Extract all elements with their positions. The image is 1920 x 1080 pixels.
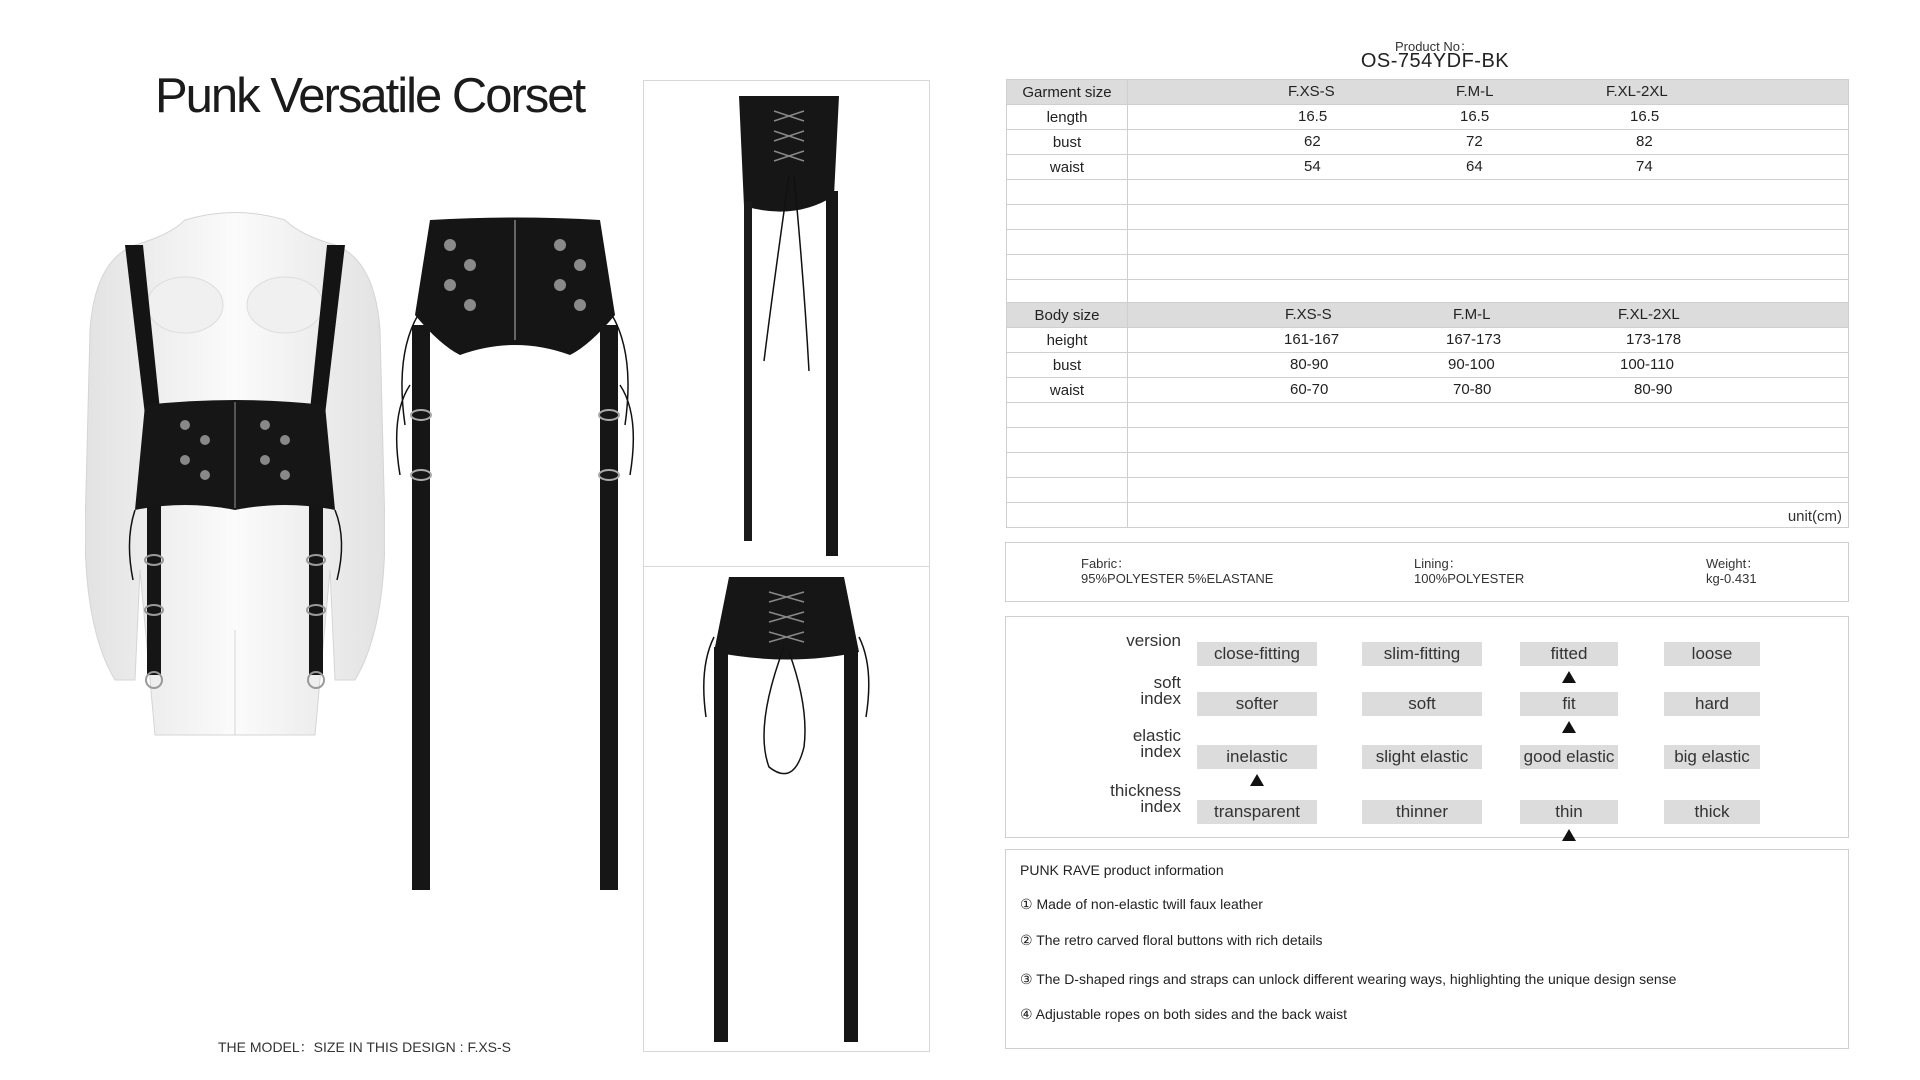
row-label: bust (1007, 130, 1128, 155)
table-header-cell: F.XL-2XL (1618, 306, 1680, 323)
fabric-value: 95%POLYESTER 5%ELASTANE (1081, 571, 1274, 586)
fabric-info (1081, 556, 1273, 586)
materials-box (1005, 542, 1849, 602)
empty-row (1007, 205, 1849, 230)
index-option: thinner (1362, 800, 1482, 824)
index-label-line: soft (1153, 673, 1181, 692)
unit-row (1007, 503, 1849, 528)
info-point: ① Made of non-elastic twill faux leather (1020, 896, 1263, 912)
index-option: slight elastic (1362, 745, 1482, 769)
table-header-cell: F.XS-S (1285, 306, 1332, 323)
weight-label: Weight： (1706, 556, 1760, 571)
index-option: soft (1362, 692, 1482, 716)
selected-indicator-icon (1250, 774, 1264, 786)
index-option: inelastic (1197, 745, 1317, 769)
index-option: slim-fitting (1362, 642, 1482, 666)
table-header-cell: F.XS-S (1288, 83, 1335, 100)
index-option: big elastic (1664, 745, 1760, 769)
product-title: Punk Versatile Corset (155, 69, 585, 123)
mannequin-front-photo (85, 210, 385, 745)
index-option: thick (1664, 800, 1760, 824)
selected-indicator-icon (1562, 829, 1576, 841)
table-header-cell: Garment size (1007, 80, 1128, 105)
table-header-row (1007, 80, 1849, 105)
table-row (1007, 378, 1849, 403)
empty-row (1007, 453, 1849, 478)
body-size-table (1006, 302, 1849, 528)
corset-side-photo (644, 81, 929, 566)
table-row (1007, 155, 1849, 180)
index-label-line: index (1140, 742, 1181, 761)
empty-row (1007, 255, 1849, 280)
selected-indicator-icon (1562, 721, 1576, 733)
row-label: bust (1007, 353, 1128, 378)
table-cell: 80-90 (1634, 381, 1673, 398)
fit-index-panel (1005, 616, 1849, 838)
table-cell: 64 (1466, 158, 1483, 175)
product-info-box (1005, 849, 1849, 1049)
table-cell: 161-167 (1284, 331, 1340, 348)
table-header-cell: F.M-L (1456, 83, 1494, 100)
index-label-line: thickness (1110, 781, 1181, 800)
table-cell: 60-70 (1290, 381, 1329, 398)
weight-info (1706, 556, 1759, 586)
index-option: good elastic (1520, 745, 1618, 769)
index-option: softer (1197, 692, 1317, 716)
empty-row (1007, 180, 1849, 205)
empty-row (1007, 403, 1849, 428)
table-cell: 54 (1304, 158, 1321, 175)
empty-row (1007, 478, 1849, 503)
weight-value: kg-0.431 (1706, 571, 1757, 586)
index-option: thin (1520, 800, 1618, 824)
info-heading: PUNK RAVE product information (1020, 862, 1224, 878)
index-option: loose (1664, 642, 1760, 666)
index-option: fitted (1520, 642, 1618, 666)
row-label: length (1007, 105, 1128, 130)
empty-row (1007, 280, 1849, 305)
row-label: waist (1007, 155, 1128, 180)
corset-side-photo-frame (643, 80, 930, 567)
table-header-cell: Body size (1007, 303, 1128, 328)
index-label-line: elastic (1132, 726, 1181, 745)
empty-row (1007, 428, 1849, 453)
index-option: transparent (1197, 800, 1317, 824)
table-cell: 80-90 (1290, 356, 1329, 373)
info-point: ③ The D-shaped rings and straps can unlock different wearing ways, highlighting the unique design sense (1020, 971, 1677, 987)
index-label-line: version (1126, 631, 1181, 650)
table-cell: 74 (1636, 158, 1653, 175)
row-label: waist (1007, 378, 1128, 403)
unit-label: unit(cm) (1787, 508, 1842, 525)
table-cell: 72 (1466, 133, 1483, 150)
index-label-line: index (1140, 797, 1181, 816)
table-row (1007, 353, 1849, 378)
product-number: OS-754YDF-BK (1360, 50, 1510, 72)
table-cell: 62 (1304, 133, 1321, 150)
table-cell: 90-100 (1448, 356, 1495, 373)
index-label (1061, 783, 1181, 815)
lining-info (1414, 556, 1524, 586)
table-cell: 167-173 (1446, 331, 1502, 348)
lining-value: 100%POLYESTER (1414, 571, 1525, 586)
info-point: ④ Adjustable ropes on both sides and the back waist (1020, 1006, 1347, 1022)
table-cell: 82 (1636, 133, 1653, 150)
index-label (1061, 728, 1181, 760)
table-cell: 16.5 (1460, 108, 1490, 125)
index-label-line: index (1140, 689, 1181, 708)
fabric-label: Fabric： (1081, 556, 1131, 571)
index-label (1061, 675, 1181, 707)
product-number-label: Product No： (1394, 39, 1474, 54)
table-row (1007, 105, 1849, 130)
corset-front-photo (390, 215, 640, 895)
lining-label: Lining： (1414, 556, 1462, 571)
row-label: height (1007, 328, 1128, 353)
table-cell: 70-80 (1453, 381, 1492, 398)
empty-row (1007, 230, 1849, 255)
selected-indicator-icon (1562, 671, 1576, 683)
table-row (1007, 130, 1849, 155)
info-point: ② The retro carved floral buttons with rich details (1020, 932, 1323, 948)
model-size-note: THE MODEL：SIZE IN THIS DESIGN : F.XS-S (218, 1039, 512, 1055)
table-header-cell: F.M-L (1453, 306, 1491, 323)
table-header-cell: F.XL-2XL (1606, 83, 1668, 100)
index-option: hard (1664, 692, 1760, 716)
table-header-row (1007, 303, 1849, 328)
table-cell: 173-178 (1626, 331, 1682, 348)
index-label (1061, 633, 1181, 649)
table-cell: 100-110 (1620, 356, 1674, 373)
table-row (1007, 328, 1849, 353)
garment-size-table (1006, 79, 1849, 305)
table-cell: 16.5 (1630, 108, 1660, 125)
index-option: fit (1520, 692, 1618, 716)
corset-back-photo (644, 567, 929, 1051)
index-option: close-fitting (1197, 642, 1317, 666)
corset-back-photo-frame (643, 566, 930, 1052)
table-cell: 16.5 (1298, 108, 1328, 125)
